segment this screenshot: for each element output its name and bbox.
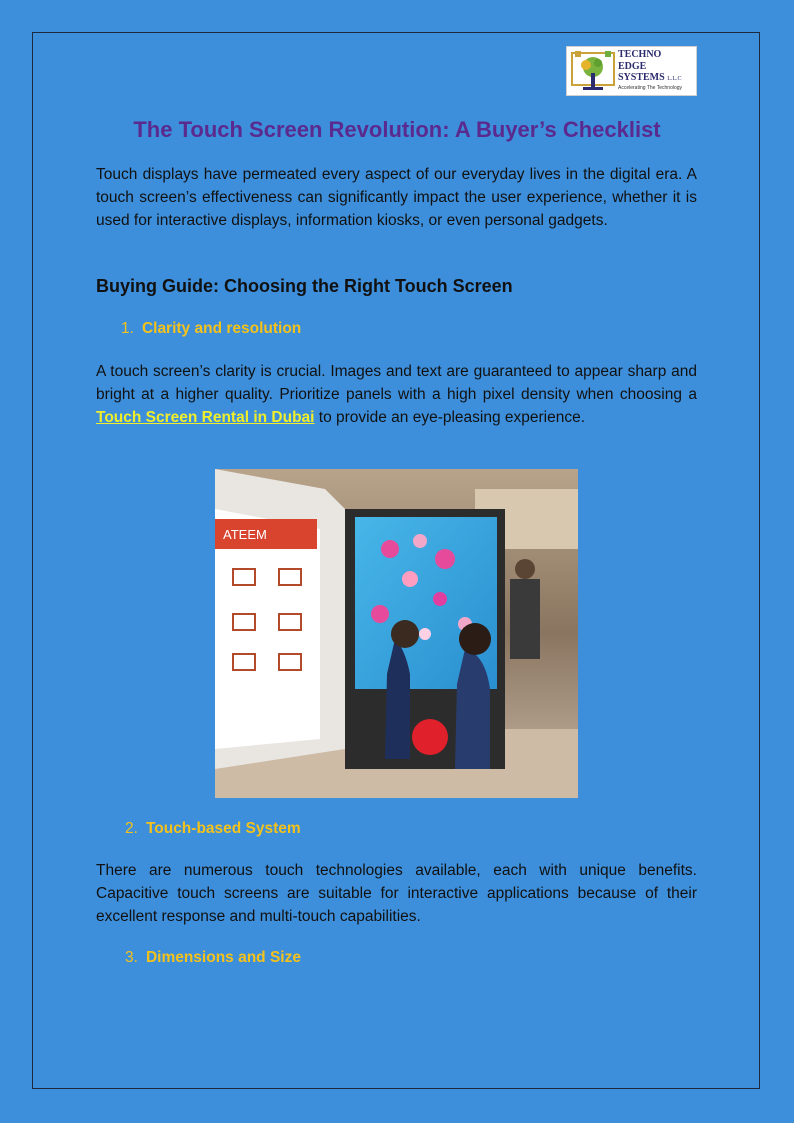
touch-paragraph: There are numerous touch technologies available, each with unique benefits. Capacitive touch screens are suitable for interactive applications because of their excellent response and multi-touch capabilities. [96,862,697,925]
clarity-text-before: A touch screen’s clarity is crucial. Images and text are guaranteed to appear sharp and bright at a higher quality. Prioritize panels with a high pixel density when choosing a [96,363,697,403]
logo-wordmark [618,49,682,86]
list-number: 1. [121,320,134,337]
list-number: 2. [125,820,138,837]
clarity-paragraph [96,360,697,429]
page-title: The Touch Screen Revolution: A Buyer’s Checklist [133,117,661,142]
logo-line-3 [618,72,682,86]
logo-line-1: TECHNO [618,49,662,60]
logo-line-2: EDGE [618,60,647,72]
logo-tagline: Accelerating The Technology [618,85,683,91]
list-item-touch-system [125,820,301,838]
list-label: Clarity and resolution [141,320,302,337]
list-item-clarity [121,320,301,338]
list-label: Touch-based System [145,820,301,837]
clarity-text-after: to provide an eye-pleasing experience. [314,409,586,426]
company-logo [566,46,697,96]
touch-screen-rental-link[interactable]: Touch Screen Rental in Dubai [96,409,315,426]
kiosk-photo [215,469,578,798]
list-label: Dimensions and Size [145,949,301,966]
list-item-dimensions [125,949,301,967]
logo-tree-icon [569,49,617,95]
intro-paragraph: Touch displays have permeated every aspect of our everyday lives in the digital era. A touch screen’s effectiveness can significantly impact the user experience, whether it is used for interactive displays, information kiosks, or even personal gadgets. [96,166,697,229]
kiosk-photo-illustration [215,469,578,798]
section-heading: Buying Guide: Choosing the Right Touch Screen [96,276,513,296]
list-number: 3. [125,949,138,966]
signage-text: ATEEM [223,527,267,542]
logo-suffix: L.L.C [667,76,682,82]
logo-line-3-text: SYSTEMS [618,72,665,83]
